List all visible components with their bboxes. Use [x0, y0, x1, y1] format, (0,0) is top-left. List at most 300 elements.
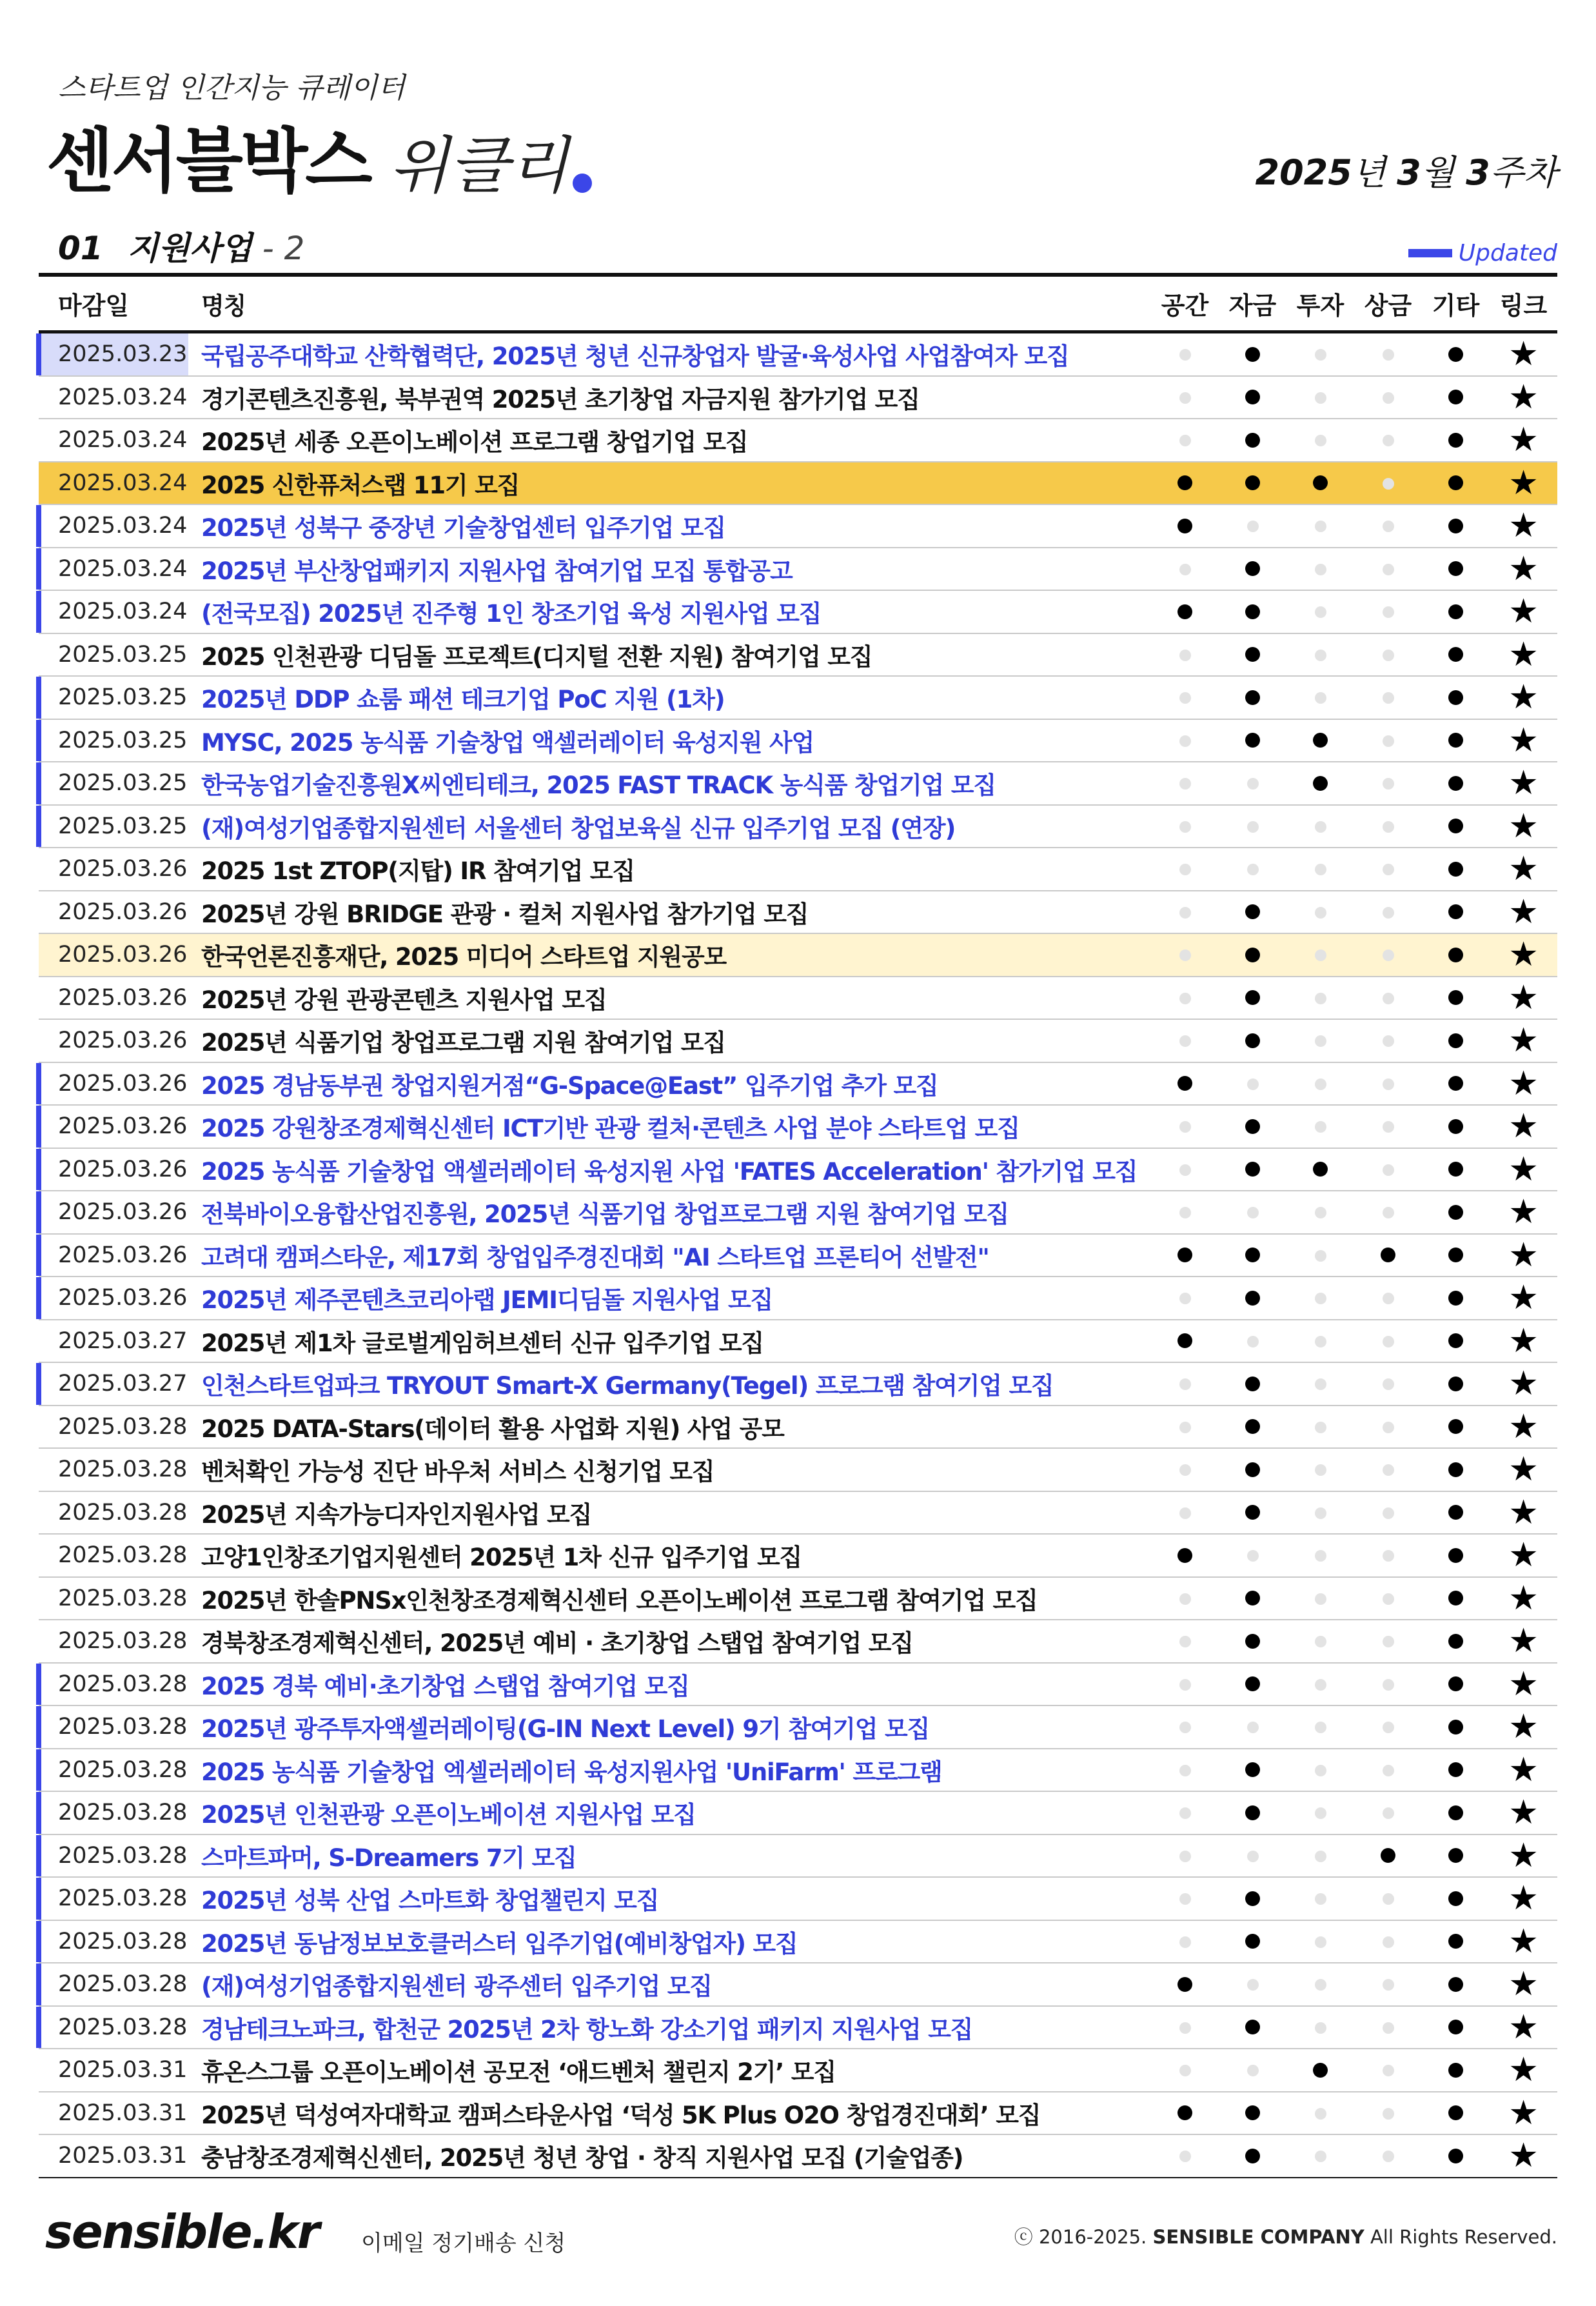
empty-dot-icon	[1315, 864, 1326, 875]
section-title	[58, 223, 304, 269]
week-month-unit: 월	[1421, 152, 1466, 193]
row-prize-cell	[1354, 648, 1422, 661]
row-invest-cell	[1286, 2021, 1354, 2034]
star-link-icon[interactable]: ★	[1508, 335, 1539, 374]
filled-dot-icon	[1245, 2105, 1260, 2120]
empty-dot-icon	[1383, 735, 1394, 747]
empty-dot-icon	[1383, 1722, 1394, 1733]
week-year: 2025	[1255, 152, 1352, 193]
row-title[interactable]: 고려대 캠퍼스타운, 제17회 창업입주경진대회 "AI 스타트업 프론티어 선발전"	[201, 1243, 989, 1271]
star-link-icon[interactable]: ★	[1508, 506, 1539, 546]
row-deadline: 2025.03.28	[58, 1971, 188, 1998]
row-prize-cell	[1354, 2021, 1422, 2034]
row-fund-cell	[1219, 2105, 1286, 2120]
star-link-icon[interactable]: ★	[1508, 1364, 1539, 1404]
row-etc-cell	[1422, 1419, 1490, 1434]
row-invest-cell	[1286, 1764, 1354, 1776]
star-link-icon[interactable]: ★	[1508, 549, 1539, 588]
row-invest-cell	[1286, 391, 1354, 404]
filled-dot-icon	[1245, 2149, 1260, 2163]
row-etc-cell	[1422, 1891, 1490, 1906]
table-row	[39, 1106, 1557, 1149]
row-link-cell[interactable]	[1490, 1193, 1557, 1232]
row-link-cell[interactable]	[1490, 421, 1557, 460]
row-invest-cell	[1286, 1292, 1354, 1305]
row-deadline: 2025.03.31	[58, 2143, 188, 2169]
row-etc-cell	[1422, 347, 1490, 362]
filled-dot-icon	[1245, 1462, 1260, 1477]
row-link-cell[interactable]	[1490, 1493, 1557, 1532]
row-title[interactable]: 2025년 덕성여자대학교 캠퍼스타운사업 ‘덕성 5K Plus O2O 창업경진대회’ 모집	[201, 2101, 1041, 2129]
row-link-cell[interactable]	[1490, 764, 1557, 803]
row-link-cell[interactable]	[1490, 463, 1557, 502]
empty-dot-icon	[1383, 606, 1394, 618]
row-link-cell[interactable]	[1490, 2051, 1557, 2090]
star-link-icon[interactable]: ★	[1508, 764, 1539, 803]
row-invest-cell	[1286, 2150, 1354, 2163]
row-link-cell[interactable]	[1490, 1707, 1557, 1747]
filled-dot-icon	[1245, 948, 1260, 962]
row-prize-cell	[1354, 391, 1422, 404]
empty-dot-icon	[1383, 1593, 1394, 1605]
row-link-cell[interactable]	[1490, 592, 1557, 631]
subscribe-link[interactable]: 이메일 정기배송 신청	[361, 2231, 566, 2256]
empty-dot-icon	[1315, 1593, 1326, 1605]
row-title[interactable]: 2025 경남동부권 창업지원거점“G-Space@East” 입주기업 추가 모집	[201, 1071, 938, 1100]
row-etc-cell	[1422, 1848, 1490, 1863]
row-space-cell	[1151, 1076, 1219, 1091]
week-num: 3	[1466, 152, 1490, 193]
row-prize-cell	[1354, 348, 1422, 361]
row-space-cell	[1151, 1420, 1219, 1433]
row-link-cell[interactable]	[1490, 678, 1557, 717]
row-invest-cell	[1286, 2063, 1354, 2078]
row-link-cell[interactable]	[1490, 721, 1557, 760]
row-link-cell[interactable]	[1490, 1536, 1557, 1575]
row-deadline: 2025.03.26	[58, 899, 188, 925]
empty-dot-icon	[1247, 864, 1259, 875]
star-link-icon[interactable]: ★	[1508, 1922, 1539, 1961]
week-num-unit: 주차	[1490, 152, 1557, 193]
row-title[interactable]: 2025년 부산창업패키지 지원사업 참여기업 모집 통합공고	[201, 557, 793, 585]
filled-dot-icon	[1448, 1033, 1463, 1048]
star-link-icon[interactable]: ★	[1508, 850, 1539, 889]
star-link-icon[interactable]: ★	[1508, 1149, 1539, 1189]
brand-main: 센서블박스	[46, 121, 370, 202]
row-link-cell[interactable]	[1490, 1750, 1557, 1789]
row-prize-cell	[1354, 1335, 1422, 1347]
star-link-icon[interactable]: ★	[1508, 1578, 1539, 1618]
row-etc-cell	[1422, 1377, 1490, 1391]
row-title[interactable]: 2025 경북 예비·초기창업 스탭업 참여기업 모집	[201, 1672, 689, 1700]
empty-dot-icon	[1179, 1293, 1191, 1304]
row-etc-cell	[1422, 2149, 1490, 2163]
table-row	[39, 1749, 1557, 1793]
empty-dot-icon	[1383, 1979, 1394, 1991]
table-row	[39, 2049, 1557, 2092]
row-link-cell[interactable]	[1490, 1235, 1557, 1275]
row-link-cell[interactable]	[1490, 1965, 1557, 2004]
row-link-cell[interactable]	[1490, 1578, 1557, 1618]
star-link-icon[interactable]: ★	[1508, 2007, 1539, 2047]
row-title[interactable]: (재)여성기업종합지원센터 광주센터 입주기업 모집	[201, 1973, 712, 2001]
star-link-icon[interactable]: ★	[1508, 1278, 1539, 1318]
star-link-icon[interactable]: ★	[1508, 1235, 1539, 1275]
filled-dot-icon	[1177, 519, 1192, 533]
filled-dot-icon	[1245, 1162, 1260, 1177]
star-link-icon[interactable]: ★	[1508, 592, 1539, 631]
row-link-cell[interactable]	[1490, 1021, 1557, 1060]
row-fund-cell	[1219, 390, 1286, 404]
filled-dot-icon	[1448, 561, 1463, 576]
row-etc-cell	[1422, 904, 1490, 919]
row-prize-cell	[1354, 1978, 1422, 1991]
star-link-icon[interactable]: ★	[1508, 1879, 1539, 1918]
col-space: 공간	[1161, 292, 1209, 320]
updated-legend-bar	[1408, 249, 1452, 257]
row-title[interactable]: 충남창조경제혁신센터, 2025년 청년 창업 · 창직 지원사업 모집 (기술업종)	[201, 2144, 963, 2172]
star-link-icon[interactable]: ★	[1508, 1793, 1539, 1833]
row-title[interactable]: 2025년 지속가능디자인지원사업 모집	[201, 1500, 592, 1529]
filled-dot-icon	[1245, 1891, 1260, 1906]
row-link-cell[interactable]	[1490, 1793, 1557, 1833]
empty-dot-icon	[1383, 692, 1394, 704]
filled-dot-icon	[1448, 1634, 1463, 1649]
filled-dot-icon	[1245, 347, 1260, 362]
row-invest-cell	[1286, 776, 1354, 791]
filled-dot-icon	[1448, 1720, 1463, 1734]
row-title[interactable]: 2025년 강원 BRIDGE 관광 · 컬처 지원사업 참가기업 모집	[201, 900, 809, 928]
row-space-cell	[1151, 991, 1219, 1004]
table-row	[39, 1921, 1557, 1964]
row-etc-cell	[1422, 1548, 1490, 1563]
row-title[interactable]: 경남테크노파크, 합천군 2025년 2차 항노화 강소기업 패키지 지원사업 모집	[201, 2015, 973, 2043]
filled-dot-icon	[1448, 647, 1463, 662]
row-title[interactable]: (전국모집) 2025년 진주형 1인 창조기업 육성 지원사업 모집	[201, 600, 822, 628]
row-invest-cell	[1286, 949, 1354, 962]
row-title[interactable]: 국립공주대학교 산학협력단, 2025년 청년 신규창업자 발굴·육성사업 사업참여자 모집	[201, 343, 1069, 371]
row-invest-cell	[1286, 434, 1354, 447]
empty-dot-icon	[1315, 1293, 1326, 1304]
row-link-cell[interactable]	[1490, 892, 1557, 931]
row-link-cell[interactable]	[1490, 1278, 1557, 1318]
row-deadline: 2025.03.23	[39, 333, 188, 375]
row-link-cell[interactable]	[1490, 1836, 1557, 1875]
filled-dot-icon	[1448, 904, 1463, 919]
star-link-icon[interactable]: ★	[1508, 678, 1539, 717]
row-fund-cell	[1219, 1247, 1286, 1262]
row-prize-cell	[1354, 820, 1422, 833]
row-title[interactable]: 2025 DATA-Stars(데이터 활용 사업화 지원) 사업 공모	[201, 1415, 784, 1443]
filled-dot-icon	[1245, 390, 1260, 404]
row-prize-cell	[1354, 777, 1422, 790]
row-title[interactable]: 2025년 성북 산업 스마트화 창업챌린지 모집	[201, 1887, 659, 1915]
row-title[interactable]: 2025 인천관광 디딤돌 프로젝트(디지털 전환 지원) 참여기업 모집	[201, 642, 872, 671]
copyright-prefix: ⓒ 2016-2025.	[1014, 2226, 1147, 2248]
table-row	[39, 2135, 1557, 2178]
row-link-cell[interactable]	[1490, 1450, 1557, 1489]
row-title[interactable]: 2025년 식품기업 창업프로그램 지원 참여기업 모집	[201, 1029, 725, 1057]
row-invest-cell	[1286, 1077, 1354, 1090]
row-deadline: 2025.03.28	[58, 1714, 188, 1740]
empty-dot-icon	[1315, 692, 1326, 704]
row-title[interactable]: 2025년 DDP 쇼룸 패션 테크기업 PoC 지원 (1차)	[201, 686, 725, 714]
row-etc-cell	[1422, 2063, 1490, 2078]
row-title[interactable]: 스마트파머, S-Dreamers 7기 모집	[201, 1844, 576, 1872]
row-title[interactable]: 경기콘텐츠진흥원, 북부권역 2025년 초기창업 자금지원 참가기업 모집	[201, 385, 920, 413]
star-link-icon[interactable]: ★	[1508, 1750, 1539, 1789]
row-title[interactable]: (재)여성기업종합지원센터 서울센터 창업보육실 신규 입주기업 모집 (연장)	[201, 814, 956, 842]
row-link-cell[interactable]	[1490, 335, 1557, 374]
empty-dot-icon	[1179, 1035, 1191, 1047]
star-link-icon[interactable]: ★	[1508, 2051, 1539, 2090]
filled-dot-icon	[1448, 2105, 1463, 2120]
table-row	[39, 1320, 1557, 1364]
row-title[interactable]: 한국농업기술진흥원X씨엔티테크, 2025 FAST TRACK 농식품 창업기업 모집	[201, 771, 996, 800]
filled-dot-icon	[1448, 1291, 1463, 1306]
filled-dot-icon	[1448, 475, 1463, 490]
star-link-icon[interactable]: ★	[1508, 2136, 1539, 2176]
row-title[interactable]: 전북바이오융합산업진흥원, 2025년 식품기업 창업프로그램 지원 참여기업 모집	[201, 1200, 1009, 1229]
star-link-icon[interactable]: ★	[1508, 1021, 1539, 1060]
row-space-cell	[1151, 1120, 1219, 1133]
empty-dot-icon	[1383, 1378, 1394, 1390]
row-invest-cell	[1286, 475, 1354, 490]
table-row	[39, 977, 1557, 1020]
row-link-cell[interactable]	[1490, 1149, 1557, 1189]
filled-dot-icon	[1448, 1548, 1463, 1563]
row-etc-cell	[1422, 1162, 1490, 1177]
row-etc-cell	[1422, 1977, 1490, 1992]
row-title[interactable]: 2025 신한퓨처스랩 11기 모집	[201, 471, 520, 499]
row-link-cell[interactable]	[1490, 1922, 1557, 1961]
row-invest-cell	[1286, 691, 1354, 704]
table-row	[39, 891, 1557, 935]
filled-dot-icon	[1245, 1419, 1260, 1434]
star-link-icon[interactable]: ★	[1508, 935, 1539, 975]
row-invest-cell	[1286, 1464, 1354, 1476]
row-link-cell[interactable]	[1490, 1407, 1557, 1446]
star-link-icon[interactable]: ★	[1508, 1321, 1539, 1360]
row-title[interactable]: 한국언론진흥재단, 2025 미디어 스타트업 지원공모	[201, 943, 727, 971]
row-link-cell[interactable]	[1490, 850, 1557, 889]
filled-dot-icon	[1448, 1247, 1463, 1262]
empty-dot-icon	[1383, 1936, 1394, 1948]
table-row	[39, 1620, 1557, 1664]
row-link-cell[interactable]	[1490, 1664, 1557, 1704]
star-link-icon[interactable]: ★	[1508, 1836, 1539, 1875]
filled-dot-icon	[1245, 1591, 1260, 1605]
row-fund-cell	[1219, 1462, 1286, 1477]
table-row	[39, 1020, 1557, 1063]
row-link-cell[interactable]	[1490, 2007, 1557, 2047]
row-deadline: 2025.03.27	[58, 1327, 188, 1354]
row-title[interactable]: 인천스타트업파크 TRYOUT Smart-X Germany(Tegel) 프로그램 참여기업 모집	[201, 1372, 1054, 1400]
row-link-cell[interactable]	[1490, 1321, 1557, 1360]
row-link-cell[interactable]	[1490, 1622, 1557, 1661]
row-deadline: 2025.03.28	[58, 1585, 188, 1611]
star-link-icon[interactable]: ★	[1508, 1107, 1539, 1146]
row-link-cell[interactable]	[1490, 935, 1557, 975]
star-link-icon[interactable]: ★	[1508, 1193, 1539, 1232]
row-etc-cell	[1422, 390, 1490, 404]
row-fund-cell	[1219, 1849, 1286, 1862]
row-title[interactable]: 2025년 한솔PNSx인천창조경제혁신센터 오픈이노베이션 프로그램 참여기업 모집	[201, 1586, 1038, 1615]
row-title[interactable]: 2025년 강원 관광콘텐츠 지원사업 모집	[201, 986, 607, 1014]
row-title[interactable]: 2025년 성북구 중장년 기술창업센터 입주기업 모집	[201, 514, 725, 542]
row-title[interactable]: 2025년 제1차 글로벌게임허브센터 신규 입주기업 모집	[201, 1329, 764, 1357]
table-row	[39, 634, 1557, 677]
star-link-icon[interactable]: ★	[1508, 892, 1539, 931]
row-space-cell	[1151, 2064, 1219, 2077]
star-link-icon[interactable]: ★	[1508, 978, 1539, 1017]
row-title[interactable]: 벤처확인 가능성 진단 바우처 서비스 신청기업 모집	[201, 1458, 714, 1486]
empty-dot-icon	[1247, 1979, 1259, 1991]
row-invest-cell	[1286, 648, 1354, 661]
row-link-cell[interactable]	[1490, 2093, 1557, 2132]
row-link-cell[interactable]	[1490, 506, 1557, 546]
filled-dot-icon	[1245, 690, 1260, 705]
empty-dot-icon	[1247, 1851, 1259, 1862]
row-fund-cell	[1219, 520, 1286, 533]
row-deadline: 2025.03.28	[58, 1842, 188, 1869]
empty-dot-icon	[1383, 2108, 1394, 2120]
row-invest-cell	[1286, 1893, 1354, 1905]
row-fund-cell	[1219, 2064, 1286, 2077]
row-prize-cell	[1354, 1764, 1422, 1776]
row-fund-cell	[1219, 820, 1286, 833]
table-row	[39, 1835, 1557, 1878]
row-title[interactable]: 경북창조경제혁신센터, 2025년 예비 · 초기창업 스탭업 참여기업 모집	[201, 1629, 913, 1658]
empty-dot-icon	[1383, 1765, 1394, 1776]
empty-dot-icon	[1383, 821, 1394, 833]
empty-dot-icon	[1383, 1078, 1394, 1090]
footer-brand[interactable]: sensible.kr	[45, 2205, 319, 2259]
brand-logo	[46, 106, 592, 202]
star-link-icon[interactable]: ★	[1508, 1064, 1539, 1103]
row-title[interactable]: 2025년 인천관광 오픈이노베이션 지원사업 모집	[201, 1801, 696, 1829]
row-title[interactable]: 고양1인창조기업지원센터 2025년 1차 신규 입주기업 모집	[201, 1544, 802, 1572]
empty-dot-icon	[1315, 1422, 1326, 1433]
row-deadline: 2025.03.26	[58, 984, 188, 1011]
star-link-icon[interactable]: ★	[1508, 2093, 1539, 2132]
empty-dot-icon	[1315, 1893, 1326, 1905]
brand-dot-icon	[573, 174, 592, 193]
row-link-cell[interactable]	[1490, 377, 1557, 417]
row-invest-cell	[1286, 1506, 1354, 1519]
row-invest-cell	[1286, 1592, 1354, 1605]
row-link-cell[interactable]	[1490, 1364, 1557, 1404]
row-link-cell[interactable]	[1490, 1107, 1557, 1146]
row-prize-cell	[1354, 1420, 1422, 1433]
star-link-icon[interactable]: ★	[1508, 1622, 1539, 1661]
star-link-icon[interactable]: ★	[1508, 1965, 1539, 2004]
row-deadline: 2025.03.25	[58, 770, 188, 797]
row-link-cell[interactable]	[1490, 1879, 1557, 1918]
row-fund-cell	[1219, 2020, 1286, 2034]
row-deadline: 2025.03.26	[58, 1113, 188, 1140]
row-title[interactable]: 2025년 동남정보보호클러스터 입주기업(예비창업자) 모집	[201, 1929, 798, 1958]
row-fund-cell	[1219, 1335, 1286, 1347]
star-link-icon[interactable]: ★	[1508, 1493, 1539, 1532]
empty-dot-icon	[1179, 1679, 1191, 1691]
empty-dot-icon	[1315, 907, 1326, 919]
empty-dot-icon	[1383, 1807, 1394, 1819]
row-space-cell	[1151, 1977, 1219, 1992]
star-link-icon[interactable]: ★	[1508, 421, 1539, 460]
row-title[interactable]: 2025년 세종 오픈이노베이션 프로그램 창업기업 모집	[201, 428, 748, 457]
empty-dot-icon	[1247, 1078, 1259, 1090]
row-space-cell	[1151, 777, 1219, 790]
star-link-icon[interactable]: ★	[1508, 463, 1539, 502]
star-link-icon[interactable]: ★	[1508, 721, 1539, 760]
row-prize-cell	[1354, 477, 1422, 490]
empty-dot-icon	[1179, 778, 1191, 790]
row-fund-cell	[1219, 2149, 1286, 2163]
row-title[interactable]: MYSC, 2025 농식품 기술창업 액셀러레이터 육성지원 사업	[201, 728, 814, 757]
empty-dot-icon	[1315, 1679, 1326, 1691]
empty-dot-icon	[1383, 435, 1394, 446]
empty-dot-icon	[1383, 1336, 1394, 1347]
filled-dot-icon	[1177, 1333, 1192, 1348]
filled-dot-icon	[1448, 1934, 1463, 1949]
row-space-cell	[1151, 1721, 1219, 1734]
empty-dot-icon	[1247, 821, 1259, 833]
row-link-cell[interactable]	[1490, 1064, 1557, 1103]
star-link-icon[interactable]: ★	[1508, 1450, 1539, 1489]
star-link-icon[interactable]: ★	[1508, 1664, 1539, 1704]
row-link-cell[interactable]	[1490, 978, 1557, 1017]
row-fund-cell	[1219, 1419, 1286, 1434]
table-row	[39, 934, 1557, 977]
filled-dot-icon	[1448, 1762, 1463, 1777]
row-fund-cell	[1219, 690, 1286, 705]
row-etc-cell	[1422, 1076, 1490, 1091]
row-fund-cell	[1219, 1634, 1286, 1649]
row-link-cell[interactable]	[1490, 635, 1557, 674]
row-title[interactable]: 2025년 제주콘텐츠코리아랩 JEMI디딤돌 지원사업 모집	[201, 1286, 773, 1315]
star-link-icon[interactable]: ★	[1508, 635, 1539, 674]
star-link-icon[interactable]: ★	[1508, 377, 1539, 417]
row-title[interactable]: 2025 농식품 기술창업 액셀러레이터 육성지원 사업 'FATES Acceleration' 참가기업 모집	[201, 1157, 1138, 1186]
filled-dot-icon	[1448, 1119, 1463, 1134]
star-link-icon[interactable]: ★	[1508, 806, 1539, 846]
row-title[interactable]: 2025 1st ZTOP(지탑) IR 참여기업 모집	[201, 857, 635, 886]
row-fund-cell	[1219, 1505, 1286, 1520]
row-space-cell	[1151, 1292, 1219, 1305]
star-link-icon[interactable]: ★	[1508, 1707, 1539, 1747]
filled-dot-icon	[1177, 1977, 1192, 1992]
star-link-icon[interactable]: ★	[1508, 1536, 1539, 1575]
row-link-cell[interactable]	[1490, 549, 1557, 588]
row-title[interactable]: 2025 강원창조경제혁신센터 ICT기반 관광 컬처·콘텐츠 사업 분야 스타트업 모집	[201, 1115, 1020, 1143]
row-etc-cell	[1422, 1720, 1490, 1734]
empty-dot-icon	[1247, 778, 1259, 790]
table-row	[39, 1149, 1557, 1192]
row-space-cell	[1151, 1163, 1219, 1176]
row-title[interactable]: 2025년 광주투자액셀러레이팅(G-IN Next Level) 9기 참여기업 모집	[201, 1715, 930, 1744]
row-prize-cell	[1354, 1378, 1422, 1391]
row-etc-cell	[1422, 433, 1490, 448]
row-prize-cell	[1354, 1848, 1422, 1863]
row-title[interactable]: 2025 농식품 기술창업 엑셀러레이터 육성지원사업 'UniFarm' 프로그램	[201, 1758, 942, 1786]
table-row	[39, 1406, 1557, 1449]
star-link-icon[interactable]: ★	[1508, 1407, 1539, 1446]
row-title[interactable]: 휴온스그룹 오픈이노베이션 공모전 ‘애드벤처 챌린지 2기’ 모집	[201, 2058, 836, 2087]
row-link-cell[interactable]	[1490, 2136, 1557, 2176]
empty-dot-icon	[1315, 1207, 1326, 1218]
row-link-cell[interactable]	[1490, 806, 1557, 846]
